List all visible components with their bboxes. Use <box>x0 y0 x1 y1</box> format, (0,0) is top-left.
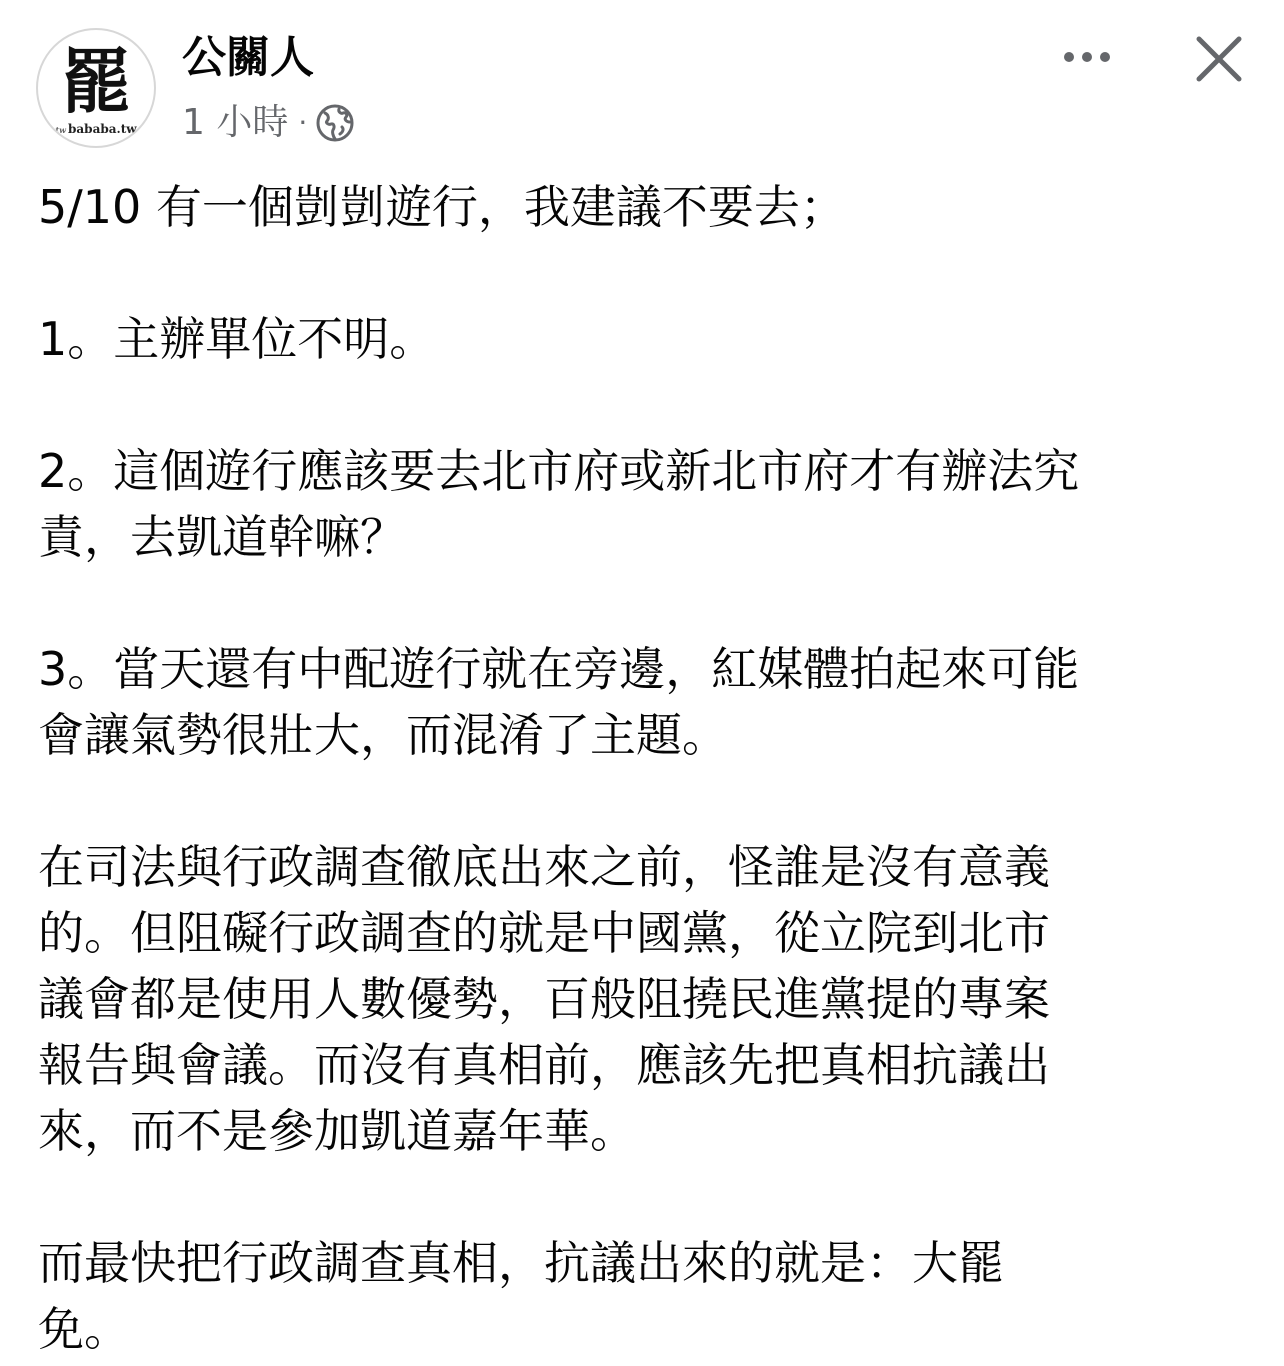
globe-icon <box>315 103 355 143</box>
post-body <box>38 174 1264 1362</box>
post-line: 而最快把行政調查真相，抗議出來的就是：大罷 <box>38 1236 1004 1290</box>
post-meta <box>182 98 355 148</box>
post-paragraph <box>38 174 1264 240</box>
post-paragraph <box>38 1230 1264 1362</box>
post-line: 3。當天還有中配遊行就在旁邊，紅媒體拍起來可能 <box>38 642 1080 696</box>
post-line: 來，而不是參加凱道嘉年華。 <box>38 1104 636 1158</box>
post-paragraph <box>38 438 1264 570</box>
post-paragraph <box>38 834 1264 1164</box>
post-line: 2。這個遊行應該要去北市府或新北市府才有辦法究 <box>38 444 1080 498</box>
avatar[interactable] <box>36 28 156 148</box>
paragraph-spacer <box>38 240 1264 306</box>
close-icon <box>1190 73 1248 92</box>
avatar-logo-character: 罷 <box>61 41 131 123</box>
post-timestamp[interactable]: 1 小時 <box>182 102 289 143</box>
post-line: 報告與會議。而沒有真相前，應該先把真相抗議出 <box>38 1038 1050 1092</box>
post-line: 責，去凱道幹嘛？ <box>38 510 406 564</box>
close-button[interactable] <box>1190 30 1248 88</box>
post-paragraph <box>38 306 1264 372</box>
avatar-logo-mark: tw <box>55 125 67 135</box>
post-line: 議會都是使用人數優勢，百般阻撓民進黨提的專案 <box>38 972 1050 1026</box>
post-line: 1。主辦單位不明。 <box>38 312 436 366</box>
paragraph-spacer <box>38 570 1264 636</box>
more-options-button[interactable] <box>1052 34 1122 80</box>
paragraph-spacer <box>38 372 1264 438</box>
post-line: 會讓氣勢很壯大，而混淆了主題。 <box>38 708 728 762</box>
meta-separator: · <box>298 106 308 139</box>
paragraph-spacer <box>38 1164 1264 1230</box>
post-paragraph <box>38 636 1264 768</box>
author-name[interactable]: 公關人 <box>182 32 314 83</box>
avatar-logo-site <box>38 122 154 137</box>
more-options-icon <box>1062 48 1112 67</box>
post-line: 5/10 有一個剴剴遊行，我建議不要去； <box>38 180 846 234</box>
paragraph-spacer <box>38 768 1264 834</box>
post-line: 的。但阻礙行政調查的就是中國黨，從立院到北市 <box>38 906 1050 960</box>
post-line: 在司法與行政調查徹底出來之前，怪誰是沒有意義 <box>38 840 1050 894</box>
post-header <box>0 0 1284 160</box>
avatar-logo-site-text: bababa.tw <box>68 122 137 136</box>
post-line: 免。 <box>38 1302 130 1356</box>
